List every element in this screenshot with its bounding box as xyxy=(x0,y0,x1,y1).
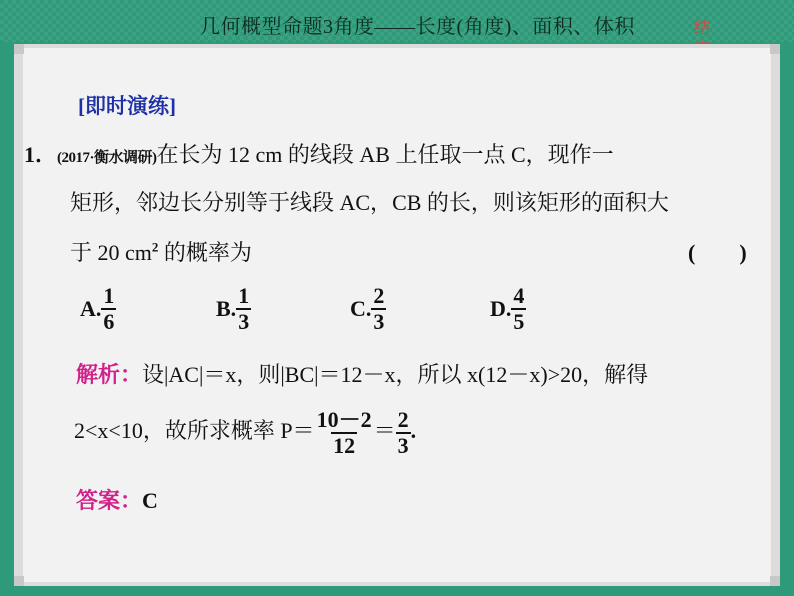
analysis-line-1 xyxy=(76,358,648,389)
question-text-1: 在长为 12 cm 的线段 AB 上任取一点 C，现作一 xyxy=(156,142,614,167)
equals-sign: ＝ xyxy=(373,418,396,444)
fraction xyxy=(236,284,251,334)
analysis-label: 解析： xyxy=(76,362,143,387)
answer-line xyxy=(76,484,158,515)
fraction xyxy=(101,284,116,334)
fraction-numerator: 2 xyxy=(397,407,409,432)
question-line-1 xyxy=(24,138,614,169)
answer-label: 答案： xyxy=(76,488,143,513)
fraction-denominator: 3 xyxy=(397,433,409,459)
question-text-3: 于 20 cm xyxy=(70,240,152,265)
fraction xyxy=(511,284,526,334)
analysis-text-2: 2<x<10，故所求概率 P＝ xyxy=(74,418,315,444)
fraction xyxy=(371,284,386,334)
question-text-3-suffix: 的概率为 xyxy=(158,240,252,265)
fraction-numerator: 2 xyxy=(373,283,385,308)
fraction-denominator: 12 xyxy=(333,433,356,459)
analysis-line-2 xyxy=(74,408,416,458)
period: . xyxy=(410,418,417,444)
option-a[interactable] xyxy=(80,284,116,334)
fraction xyxy=(396,408,411,458)
fraction xyxy=(315,408,374,458)
fraction-denominator: 3 xyxy=(238,309,250,335)
superscript: 2 xyxy=(151,239,159,255)
question-number: 1． xyxy=(24,142,58,167)
fraction-numerator: 1 xyxy=(103,283,115,308)
option-label: C. xyxy=(350,296,372,322)
fraction-numerator: 10－2 xyxy=(316,407,372,432)
fraction-denominator: 6 xyxy=(103,309,115,335)
end-button[interactable]: 结 xyxy=(693,20,710,37)
question-line-3 xyxy=(70,236,252,267)
section-heading: [即时演练] xyxy=(78,94,176,118)
option-c[interactable] xyxy=(350,284,386,334)
question-source: (2017·衡水调研) xyxy=(57,150,157,166)
page-title: 几何概型命题3角度——长度(角度)、面积、体积 xyxy=(200,16,635,38)
option-b[interactable] xyxy=(216,284,251,334)
question-line-2: 矩形，邻边长分别等于线段 AC，CB 的长，则该矩形的面积大 xyxy=(70,190,669,215)
fraction-numerator: 4 xyxy=(513,283,525,308)
answer-blank: ( ) xyxy=(688,240,747,265)
analysis-text-1: 设|AC|＝x，则|BC|＝12－x，所以 x(12－x)>20，解得 xyxy=(142,362,649,387)
option-label: D. xyxy=(490,296,512,322)
answer-value: C xyxy=(142,488,158,513)
option-d[interactable] xyxy=(490,284,526,334)
option-label: A. xyxy=(80,296,102,322)
option-label: B. xyxy=(216,296,237,322)
fraction-denominator: 5 xyxy=(513,309,525,335)
fraction-numerator: 1 xyxy=(238,283,250,308)
fraction-denominator: 3 xyxy=(373,309,385,335)
